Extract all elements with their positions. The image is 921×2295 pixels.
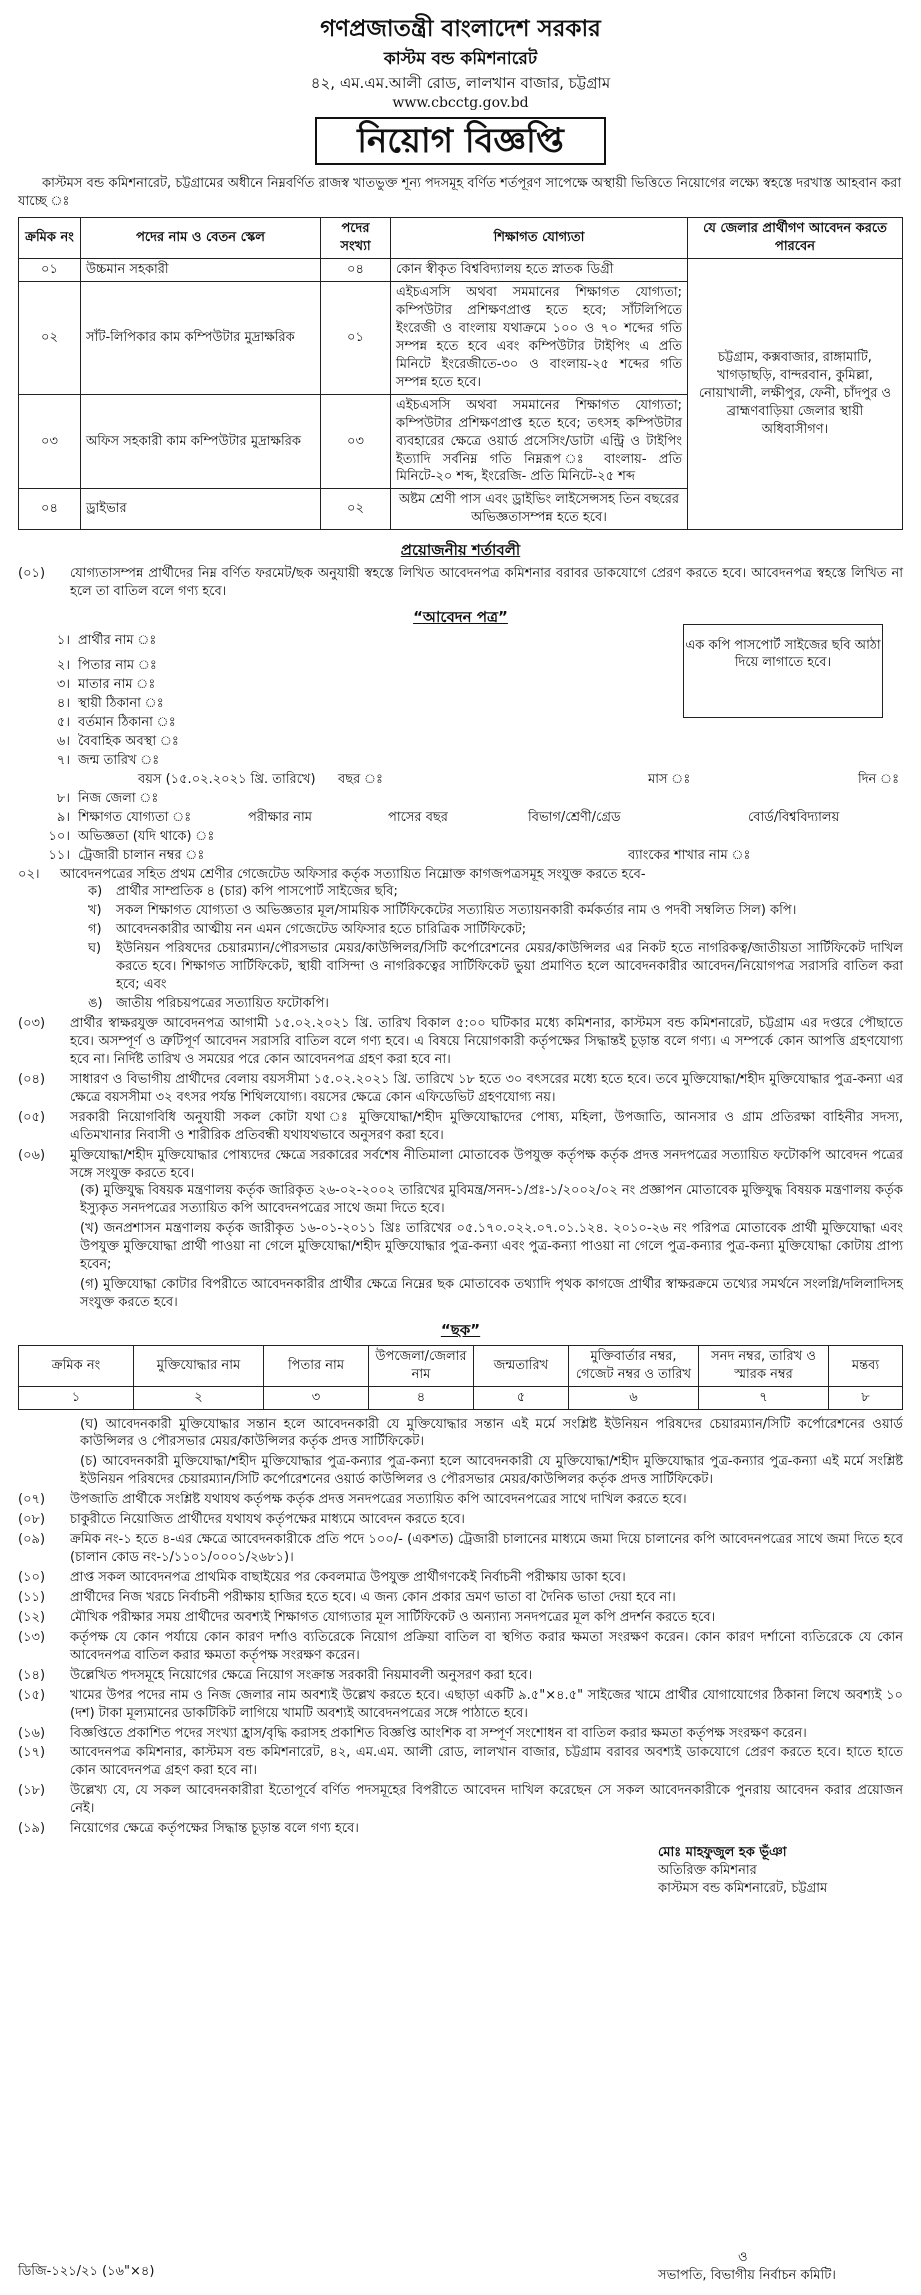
row-post-count: ০৩: [321, 394, 391, 489]
condition-19: [18, 1820, 903, 1838]
condition-10: [18, 1569, 903, 1587]
field-label: পিতার নাম ঃ: [78, 658, 157, 674]
condition-number: (০১): [18, 565, 46, 581]
row-post-count: ০৪: [321, 259, 391, 282]
condition-text: উপজাতি প্রার্থীকে সংশ্লিষ্ট যথাযথ কর্তৃপক্ষ কর্তৃক প্রদত্ত সনদপত্রের সত্যায়িত কপি আবেদনপত্রের সাথে দাখিল করতে হবে।: [70, 1492, 687, 1508]
age-label: বয়স (১৫.০২.২০২১ খ্রি. তারিখে): [138, 772, 316, 788]
intro-text: কাস্টমস বন্ড কমিশনারেট, চট্টগ্রামের অধীনে নিম্নবর্ণিত রাজস্ব খাতভুক্ত শূন্য পদসমূহ বর্ণিত শর্তপূরণ সাপেক্ষে অস্থায়ী ভিত্তিতে নিয়োগের লক্ষ্যে স্বহস্তে দরখাস্ত আহবান করা যাচ্ছে ঃ: [18, 176, 902, 210]
condition-07: [18, 1491, 903, 1509]
table-row: [19, 259, 903, 282]
signatory-role: সভাপতি, বিভাগীয় নির্বাচন কমিটি।: [658, 2268, 836, 2284]
row-post-count: ০২: [321, 489, 391, 530]
office-name: কাস্টম বন্ড কমিশনারেট: [383, 48, 538, 69]
condition-text: বিজ্ঞপ্তিতে প্রকাশিত পদের সংখ্যা হ্রাস/বৃদ্ধি করাসহ প্রকাশিত বিজ্ঞপ্তি আংশিক বা সম্পূর্ণ সংশোধন বা বাতিল করার ক্ষমতা কর্তৃপক্ষ সংরক্ষণ করেন।: [70, 1725, 807, 1741]
chhok-title: “ছক”: [440, 1321, 481, 1339]
condition-text: প্রার্থীদের নিজ খরচে নির্বাচনী পরীক্ষায় হাজির হতে হবে। এ জন্য কোন প্রকার ভ্রমণ ভাতা বা দৈনিক ভাতা দেয়া হবে না।: [70, 1589, 676, 1605]
field-number: ৫।: [56, 715, 70, 731]
document-item: [88, 921, 903, 939]
circular-title: নিয়োগ বিজ্ঞপ্তি: [315, 117, 606, 165]
form-field: [18, 790, 903, 809]
condition-number: (১৪): [18, 1667, 46, 1683]
condition-05: [18, 1109, 903, 1145]
conditions-title: প্রয়োজনীয় শর্তাবলী: [400, 541, 521, 560]
condition-01: [18, 565, 903, 601]
photo-placeholder: এক কপি পাসপোর্ট সাইজের ছবি আঠা দিয়ে লাগাতে হবে।: [683, 624, 883, 718]
col-districts: যে জেলার প্রার্থীগণ আবেদন করতে পারবেন: [688, 218, 903, 259]
chhok-num: ৬: [569, 1386, 699, 1409]
condition-11: [18, 1589, 903, 1607]
form-field: [18, 828, 903, 847]
field-number: ৮।: [56, 791, 70, 807]
form-field: [18, 752, 903, 771]
chhok-num: ৮: [829, 1386, 903, 1409]
form-field: [18, 733, 903, 752]
chhok-col-serial: ক্রমিক নং: [19, 1345, 134, 1386]
chhok-col-dob: জন্মতারিখ: [474, 1345, 569, 1386]
condition-number: (১১): [18, 1589, 46, 1605]
field-label: মাতার নাম ঃ: [78, 677, 156, 693]
row-qualification: অষ্টম শ্রেণী পাস এবং ড্রাইভিং লাইসেন্সসহ তিন বছরের অভিজ্ঞতাসম্পন্ন হতে হবে।: [391, 489, 688, 530]
chhok-header-row: [19, 1345, 903, 1386]
row-post-name: সাঁট-লিপিকার কাম কম্পিউটার মুদ্রাক্ষরিক: [81, 282, 321, 395]
chhok-number-row: [19, 1386, 903, 1409]
field-label: স্থায়ী ঠিকানা ঃ: [78, 696, 164, 712]
chhok-num: ৫: [474, 1386, 569, 1409]
item-text: সকল শিক্ষাগত যোগ্যতা ও অভিজ্ঞতার মূল/সাময়িক সার্টিফিকেটের সত্যায়িত সত্যায়নকারী কর্মকর্তার নাম ও পদবী সম্বলিত সিল) কপি।: [116, 903, 797, 919]
chhok-num: ৪: [369, 1386, 474, 1409]
chhok-col-ff-name: মুক্তিযোদ্ধার নাম: [134, 1345, 264, 1386]
field-label: ট্রেজারী চালান নম্বর ঃ: [78, 848, 205, 864]
condition-17: [18, 1744, 903, 1780]
application-form-title: “আবেদন পত্র”: [413, 607, 508, 626]
condition-number: (১৩): [18, 1629, 46, 1645]
condition-text: কর্তৃপক্ষ যে কোন পর্যায়ে কোন কারণ দর্শাও ব্যতিরেকে নিয়োগ প্রক্রিয়া বাতিল বা স্থগিত করার ক্ষমতা সংরক্ষণ করেন। কোন কারণ দর্শানো ব্যতিরেকে যে কোন আবেদনপত্র বাতিল করার ক্ষমতা কর্তৃপক্ষ সংরক্ষণ করেন।: [70, 1629, 903, 1663]
condition-number: (১২): [18, 1609, 46, 1625]
edu-col-division: বিভাগ/শ্রেণী/গ্রেড: [528, 810, 621, 826]
condition-08: [18, 1511, 903, 1529]
publication-code: ডিজি-১২১/২১ (১৬"×৪): [18, 2264, 155, 2280]
office-address: ৪২, এম.এম.আলী রোড, লালখান বাজার, চট্টগ্রাম: [310, 74, 611, 93]
condition-text: আবেদনপত্র কমিশনার, কাস্টমস বন্ড কমিশনারেট, ৪২, এম.এম. আলী রোড, লালখান বাজার, চট্টগ্রাম বরাবর অবশ্যই ডাকযোগে প্রেরণ করতে হবে। হাতে হাতে কোন আবেদনপত্র গ্রহণ করা হবে না।: [70, 1745, 903, 1779]
condition-text: সরকারী নিয়োগবিধি অনুযায়ী সকল কোটা যথা ঃ মুক্তিযোদ্ধা/শহীদ মুক্তিযোদ্ধাদের পোষ্য, মহিলা, উপজাতি, আনসার ও গ্রাম প্রতিরক্ষা বাহিনীর সদস্য, এতিমখানার নিবাসী ও শারীরিক প্রতিবন্ধী যথাযথভাবে অনুসরণ করা হবে।: [70, 1109, 903, 1143]
age-year: বছর ঃ: [338, 772, 383, 788]
item-number: খ): [88, 903, 102, 919]
condition-number: (০৬): [18, 1147, 46, 1163]
chhok-col-gazette: মুক্তিবার্তার নম্বর, গেজেট নম্বর ও তারিখ: [569, 1345, 699, 1386]
condition-text: নিয়োগের ক্ষেত্রে কর্তৃপক্ষের সিদ্ধান্ত চূড়ান্ত বলে গণ্য হবে।: [70, 1821, 359, 1837]
condition-13: [18, 1629, 903, 1665]
condition-06-kha: (খ) জনপ্রশাসন মন্ত্রণালয় কর্তৃক জারীকৃত ১৬-০১-২০১১ খ্রিঃ তারিখের ০৫.১৭০.০২২.০৭.০১.১২৪. ২০১০-২৬ নং পরিপত্র মোতাবেক প্রার্থী মুক্তিযোদ্ধা এবং উপযুক্ত মুক্তিযোদ্ধা প্রার্থী পাওয়া না গেলে মুক্তিযোদ্ধা/শহীদ মুক্তিযোদ্ধার পুত্র-কন্যা এবং পুত্র-কন্যা পাওয়া না গেলে পুত্র-কন্যার পুত্র-কন্যা মুক্তিযোদ্ধা কোটায় প্রাপ্য হবেন;: [80, 1221, 903, 1273]
condition-number: (১৭): [18, 1745, 46, 1761]
field-label: নিজ জেলা ঃ: [78, 791, 159, 807]
chhok-col-remarks: মন্তব্য: [829, 1345, 903, 1386]
chhok-num: ১: [19, 1386, 134, 1409]
document-item: [88, 940, 903, 994]
field-number: ৩।: [56, 677, 70, 693]
condition-14: [18, 1667, 903, 1685]
field-number: ২।: [56, 658, 70, 674]
condition-number: (১৫): [18, 1687, 46, 1703]
condition-04: [18, 1071, 903, 1107]
edu-col-year: পাসের বছর: [388, 810, 448, 826]
bank-branch-label: ব্যাংকের শাখার নাম ঃ: [628, 848, 751, 864]
field-number: ৭।: [56, 753, 70, 769]
row-post-count: ০১: [321, 282, 391, 395]
row-serial: ০২: [19, 282, 81, 395]
document-item: [88, 995, 903, 1013]
chhok-col-certificate: সনদ নম্বর, তারিখ ও স্মারক নম্বর: [699, 1345, 829, 1386]
field-number: ৬।: [56, 734, 70, 750]
condition-text: উল্লেখিত পদসমূহে নিয়োগের ক্ষেত্রে নিয়োগ সংক্রান্ত সরকারী নিয়মাবলী অনুসরণ করা হবে।: [70, 1667, 533, 1683]
government-title: গণপ্রজাতন্ত্রী বাংলাদেশ সরকার: [320, 16, 601, 42]
item-number: ক): [88, 884, 103, 900]
col-post-count: পদের সংখ্যা: [321, 218, 391, 259]
condition-number: (০৯): [18, 1532, 46, 1548]
condition-15: [18, 1687, 903, 1723]
condition-number: (১০): [18, 1570, 46, 1585]
condition-03: [18, 1015, 903, 1069]
condition-number: (০৩): [18, 1016, 46, 1031]
field-label: জন্ম তারিখ ঃ: [78, 753, 160, 769]
signatory-and: ও: [738, 2250, 748, 2266]
condition-number: (১৬): [18, 1725, 46, 1741]
field-number: ৯।: [56, 810, 70, 826]
col-qualification: শিক্ষাগত যোগ্যতা: [391, 218, 688, 259]
condition-12: [18, 1609, 903, 1627]
row-qualification: কোন স্বীকৃত বিশ্ববিদ্যালয় হতে স্নাতক ডিগ্রী: [391, 259, 688, 282]
condition-text: উল্লেখ্য যে, যে সকল আবেদনকারীরা ইতোপূর্বে বর্ণিত পদসমূহের বিপরীতে আবেদন দাখিল করেছেন সে সকল আবেদনকারীকে পুনরায় আবেদন করার প্রয়োজন নেই।: [70, 1783, 903, 1817]
condition-text: মৌখিক পরীক্ষার সময় প্রার্থীদের অবশ্যই শিক্ষাগত যোগ্যতার মূল সার্টিফিকেট ও অন্যান্য সনদপত্রের মূল কপি প্রদর্শন করতে হবে।: [70, 1609, 716, 1625]
eligible-districts: চট্টগ্রাম, কক্সবাজার, রাঙ্গামাটি, খাগড়াছড়ি, বান্দরবান, কুমিল্লা, নোয়াখালী, লক্ষীপুর, ফেনী, চাঁদপুর ও ব্রাহ্মণবাড়িয়া জেলার স্থায়ী অধিবাসীগণ।: [688, 259, 903, 530]
condition-06-ka: (ক) মুক্তিযুদ্ধ বিষয়ক মন্ত্রণালয় কর্তৃক জারিকৃত ২৬-০২-২০০২ তারিখের মুবিমন্ত্র/সনদ-১/প্রঃ-১/২০০২/০২ নং প্রজ্ঞাপন মোতাবেক মুক্তিযুদ্ধ বিষয়ক মন্ত্রণালয় কর্তৃক ইস্যুকৃত সনদপত্রের সত্যায়িত কপি আবেদনপত্রের সাথে জমা দিতে হবে।: [80, 1183, 903, 1217]
condition-text: ক্রমিক নং-১ হতে ৪-এর ক্ষেত্রে আবেদনকারীকে প্রতি পদে ১০০/- (একশত) ট্রেজারী চালানের মাধ্যমে জমা দিয়ে চালানের কপি আবেদনপত্রের সাথে জমা দিতে হবে (চালান কোড নং-১/১১০১/০০০১/২৬৮১)।: [70, 1532, 903, 1566]
condition-number: ০২।: [18, 866, 40, 882]
item-number: ঙ): [88, 996, 103, 1012]
field-label: বৈবাহিক অবস্থা ঃ: [78, 734, 179, 750]
field-label: প্রার্থীর নাম ঃ: [78, 633, 157, 649]
row-serial: ০১: [19, 259, 81, 282]
posts-table: [18, 217, 903, 530]
age-row: [18, 771, 903, 790]
condition-number: (০৪): [18, 1071, 46, 1087]
condition-text: প্রাপ্ত সকল আবেদনপত্র প্রাথমিক বাছাইয়ের পর কেবলমাত্র উপযুক্ত প্রার্থীগণকেই নির্বাচনী পরীক্ষায় ডাকা হবে।: [70, 1570, 626, 1585]
item-text: প্রার্থীর সাম্প্রতিক ৪ (চার) কপি পাসপোর্ট সাইজের ছবি;: [116, 884, 398, 900]
document-item: [88, 883, 903, 901]
signatory-name: মোঃ মাহফুজুল হক ভূঁঞা: [658, 1845, 787, 1861]
education-row: [18, 809, 903, 828]
document-item: [88, 902, 903, 920]
signature-block: [658, 1844, 903, 1898]
age-day: দিন ঃ: [858, 772, 900, 788]
treasury-row: [18, 847, 903, 866]
condition-number: (১৮): [18, 1783, 46, 1799]
chhok-num: ৩: [264, 1386, 369, 1409]
col-serial: ক্রমিক নং: [19, 218, 81, 259]
field-label: বর্তমান ঠিকানা ঃ: [78, 715, 176, 731]
item-number: গ): [88, 922, 102, 938]
chhok-num: ২: [134, 1386, 264, 1409]
condition-text: চাকুরীতে নিয়োজিত প্রার্থীদের যথাযথ কর্তৃপক্ষের মাধ্যমে আবেদন করতে হবে।: [70, 1512, 465, 1528]
row-post-name: অফিস সহকারী কাম কম্পিউটার মুদ্রাক্ষরিক: [81, 394, 321, 489]
edu-col-board: বোর্ড/বিশ্ববিদ্যালয়: [748, 810, 840, 826]
condition-06-cha: (চ) আবেদনকারী মুক্তিযোদ্ধা/শহীদ মুক্তিযোদ্ধার পুত্র-কন্যার পুত্র-কন্যা হলে আবেদনকারী যে মুক্তিযোদ্ধা/শহীদ মুক্তিযোদ্ধার পুত্র-কন্যার পুত্র-কন্যা এই মর্মে সংশ্লিষ্ট ইউনিয়ন পরিষদের চেয়ারম্যান/সিটি কর্পোরেশনের ওয়ার্ড কাউন্সিলর ও পৌরসভার মেয়র/কাউন্সিলর কর্তৃক প্রদত্ত সার্টিফিকেট।: [80, 1454, 903, 1488]
field-number: ১১।: [48, 848, 70, 864]
condition-06-ga: (গ) মুক্তিযোদ্ধা কোটার বিপরীতে আবেদনকারীর প্রার্থীর ক্ষেত্রে নিম্নের ছক মোতাবেক তথ্যাদি পৃথক কাগজে প্রার্থীর স্বাক্ষরক্রমে তথ্যের সমর্থনে সংলগ্নি/দলিলাদিসহ সংযুক্ত করতে হবে।: [80, 1277, 903, 1311]
col-post-name: পদের নাম ও বেতন স্কেল: [81, 218, 321, 259]
condition-text: প্রার্থীর স্বাক্ষরযুক্ত আবেদনপত্র আগামী ১৫.০২.২০২১ খ্রি. তারিখ বিকাল ৫:০০ ঘটিকার মধ্যে কমিশনার, কাস্টমস বন্ড কমিশনারেট, চট্টগ্রাম এর দপ্তরে পৌছাতে হবে। অসম্পূর্ণ ও ত্রুটিপূর্ণ আবেদন সরাসরি বাতিল বলে গণ্য হবে। এ বিষয়ে নিয়োগকারী কর্তৃপক্ষের সিদ্ধান্তই চূড়ান্ত বলে গণ্য। এ সম্পর্কে কোন আপত্তি গ্রহণযোগ্য হবে না। নির্দিষ্ট তারিখ ও সময়ের পরে কোন আবেদনপত্র গ্রহণ করা হবে না।: [70, 1016, 903, 1067]
freedom-fighter-table: [18, 1345, 903, 1410]
row-post-name: ড্রাইভার: [81, 489, 321, 530]
item-text: ইউনিয়ন পরিষদের চেয়ারম্যান/পৌরসভার মেয়র/কাউন্সিলর/সিটি কর্পোরেশনের মেয়র/কাউন্সিলর এর নিকট হতে নাগরিকত্ব/জাতীয়তা সার্টিফিকেট দাখিল করতে হবে। শিক্ষাগত সার্টিফিকেট, স্থায়ী বাসিন্দা ও নাগরিকত্বের সার্টিফিকেট ভুয়া প্রমাণিত হলে আবেদনকারীর আবেদন/নিয়োগপত্র সরাসরি বাতিল করা হবে; এবং: [116, 941, 903, 993]
row-qualification: এইচএসসি অথবা সমমানের শিক্ষাগত যোগ্যতা; কম্পিউটার প্রশিক্ষণপ্রাপ্ত হতে হবে; সাঁটলিপিতে ইংরেজী ও বাংলায় যথাক্রমে ১০০ ও ৭০ শব্দের গতি সম্পন্ন হতে হবে এবং কম্পিউটার টাইপিং এ প্রতি মিনিটে ইংরেজীতে-৩০ ও বাংলায়-২৫ শব্দের গতি সম্পন্ন হতে হবে।: [391, 282, 688, 395]
condition-number: (০৮): [18, 1512, 46, 1528]
header: [18, 14, 903, 175]
condition-02: [18, 866, 903, 884]
application-form: [18, 632, 903, 866]
age-month: মাস ঃ: [648, 772, 691, 788]
website-link[interactable]: www.cbcctg.gov.bd: [392, 94, 529, 111]
condition-text: খামের উপর পদের নাম ও নিজ জেলার নাম অবশ্যই উল্লেখ করতে হবে। এছাড়া একটি ৯.৫"×৪.৫" সাইজের খামে প্রার্থীর যোগাযোগের ঠিকানা লিখে অবশ্যই ১০ (দশ) টাকা মূল্যমানের ডাকটিকিট লাগিয়ে খামটি অবশ্যই আবেদনপত্রের সঙ্গে পাঠাতে হবে।: [70, 1687, 903, 1721]
condition-number: (১৯): [18, 1821, 46, 1837]
row-serial: ০৩: [19, 394, 81, 489]
edu-col-exam: পরীক্ষার নাম: [248, 810, 313, 826]
condition-09: [18, 1531, 903, 1567]
field-label: অভিজ্ঞতা (যদি থাকে) ঃ: [78, 829, 215, 845]
row-qualification: এইচএসসি অথবা সমমানের শিক্ষাগত যোগ্যতা; কম্পিউটার প্রশিক্ষণপ্রাপ্ত হতে হবে; তৎসহ কম্পিউটার ব্যবহারের ক্ষেত্রে ওয়ার্ড প্রসেসিং/ডাটা এন্ট্রি ও টাইপিং ইত্যাদি সর্বনিম্ন গতি নিম্নরূপ ঃ বাংলায়- প্রতি মিনিটে-২০ শব্দ, ইংরেজি- প্রতি মিনিটে-২৫ শব্দ: [391, 394, 688, 489]
signatory-designation: অতিরিক্ত কমিশনার: [658, 1863, 757, 1879]
item-text: জাতীয় পরিচয়পত্রের সত্যায়িত ফটোকপি।: [116, 996, 329, 1012]
signatory-role-block: [658, 2249, 836, 2285]
condition-text: আবেদনপত্রের সহিত প্রথম শ্রেণীর গেজেটেড অফিসার কর্তৃক সত্যায়িত নিম্নোক্ত কাগজপত্রসমূহ সংযুক্ত করতে হবে-: [60, 866, 646, 882]
condition-06: [18, 1147, 903, 1183]
condition-16: [18, 1725, 903, 1743]
condition-text: সাধারণ ও বিভাগীয় প্রার্থীদের বেলায় বয়সসীমা ১৫.০২.২০২১ খ্রি. তারিখে ১৮ হতে ৩০ বৎসরের মধ্যে হতে হবে। তবে মুক্তিযোদ্ধা/শহীদ মুক্তিযোদ্ধার পুত্র-কন্যা এর ক্ষেত্রে বয়সসীমা ৩২ বৎসর পর্যন্ত শিথিলযোগ্য। বয়সের ক্ষেত্রে কোন এফিডেভিট গ্রহণযোগ্য নয়।: [70, 1071, 903, 1105]
condition-06-gha: (ঘ) আবেদনকারী মুক্তিযোদ্ধার সন্তান হলে আবেদনকারী যে মুক্তিযোদ্ধার সন্তান এই মর্মে সংশ্লিষ্ট ইউনিয়ন পরিষদের চেয়ারম্যান/সিটি কর্পোরেশনের ওয়ার্ড কাউন্সিলর ও পৌরসভার মেয়র/কাউন্সিলর কর্তৃক প্রদত্ত সার্টিফিকেট।: [80, 1416, 903, 1450]
field-label: শিক্ষাগত যোগ্যতা ঃ: [78, 810, 192, 826]
signatory-office: কাস্টমস বন্ড কমিশনারেট, চট্টগ্রাম: [658, 1881, 828, 1896]
field-number: ৪।: [56, 696, 70, 712]
row-post-name: উচ্চমান সহকারী: [81, 259, 321, 282]
item-number: ঘ): [88, 941, 102, 957]
posts-table-header: [19, 218, 903, 259]
chhok-col-father-name: পিতার নাম: [264, 1345, 369, 1386]
chhok-num: ৭: [699, 1386, 829, 1409]
field-number: ১০।: [48, 829, 70, 845]
item-text: আবেদনকারীর আত্মীয় নন এমন গেজেটেড অফিসার হতে চারিত্রিক সার্টিফিকেট;: [116, 922, 527, 938]
chhok-col-upazila: উপজেলা/জেলার নাম: [369, 1345, 474, 1386]
condition-18: [18, 1782, 903, 1818]
condition-text: যোগ্যতাসম্পন্ন প্রার্থীদের নিম্ন বর্ণিত ফরমেট/ছক অনুযায়ী স্বহস্তে লিখিত আবেদনপত্র কমিশনার বরাবর ডাকযোগে প্রেরণ করতে হবে। আবেদনপত্র স্বহস্তে লিখিত না হলে তা বাতিল বলে গণ্য হবে।: [70, 565, 903, 599]
condition-text: মুক্তিযোদ্ধা/শহীদ মুক্তিযোদ্ধার পোষ্যদের ক্ষেত্রে সরকারের সর্বশেষ নীতিমালা মোতাবেক উপযুক্ত কর্তৃপক্ষ কর্তৃক প্রদত্ত সনদপত্রের সত্যায়িত ফটোকপি আবেদন পত্রের সঙ্গে সংযুক্ত করতে হবে।: [70, 1147, 903, 1181]
condition-number: (০৭): [18, 1492, 46, 1508]
condition-number: (০৫): [18, 1109, 46, 1125]
row-serial: ০৪: [19, 489, 81, 530]
field-number: ১।: [56, 633, 70, 649]
